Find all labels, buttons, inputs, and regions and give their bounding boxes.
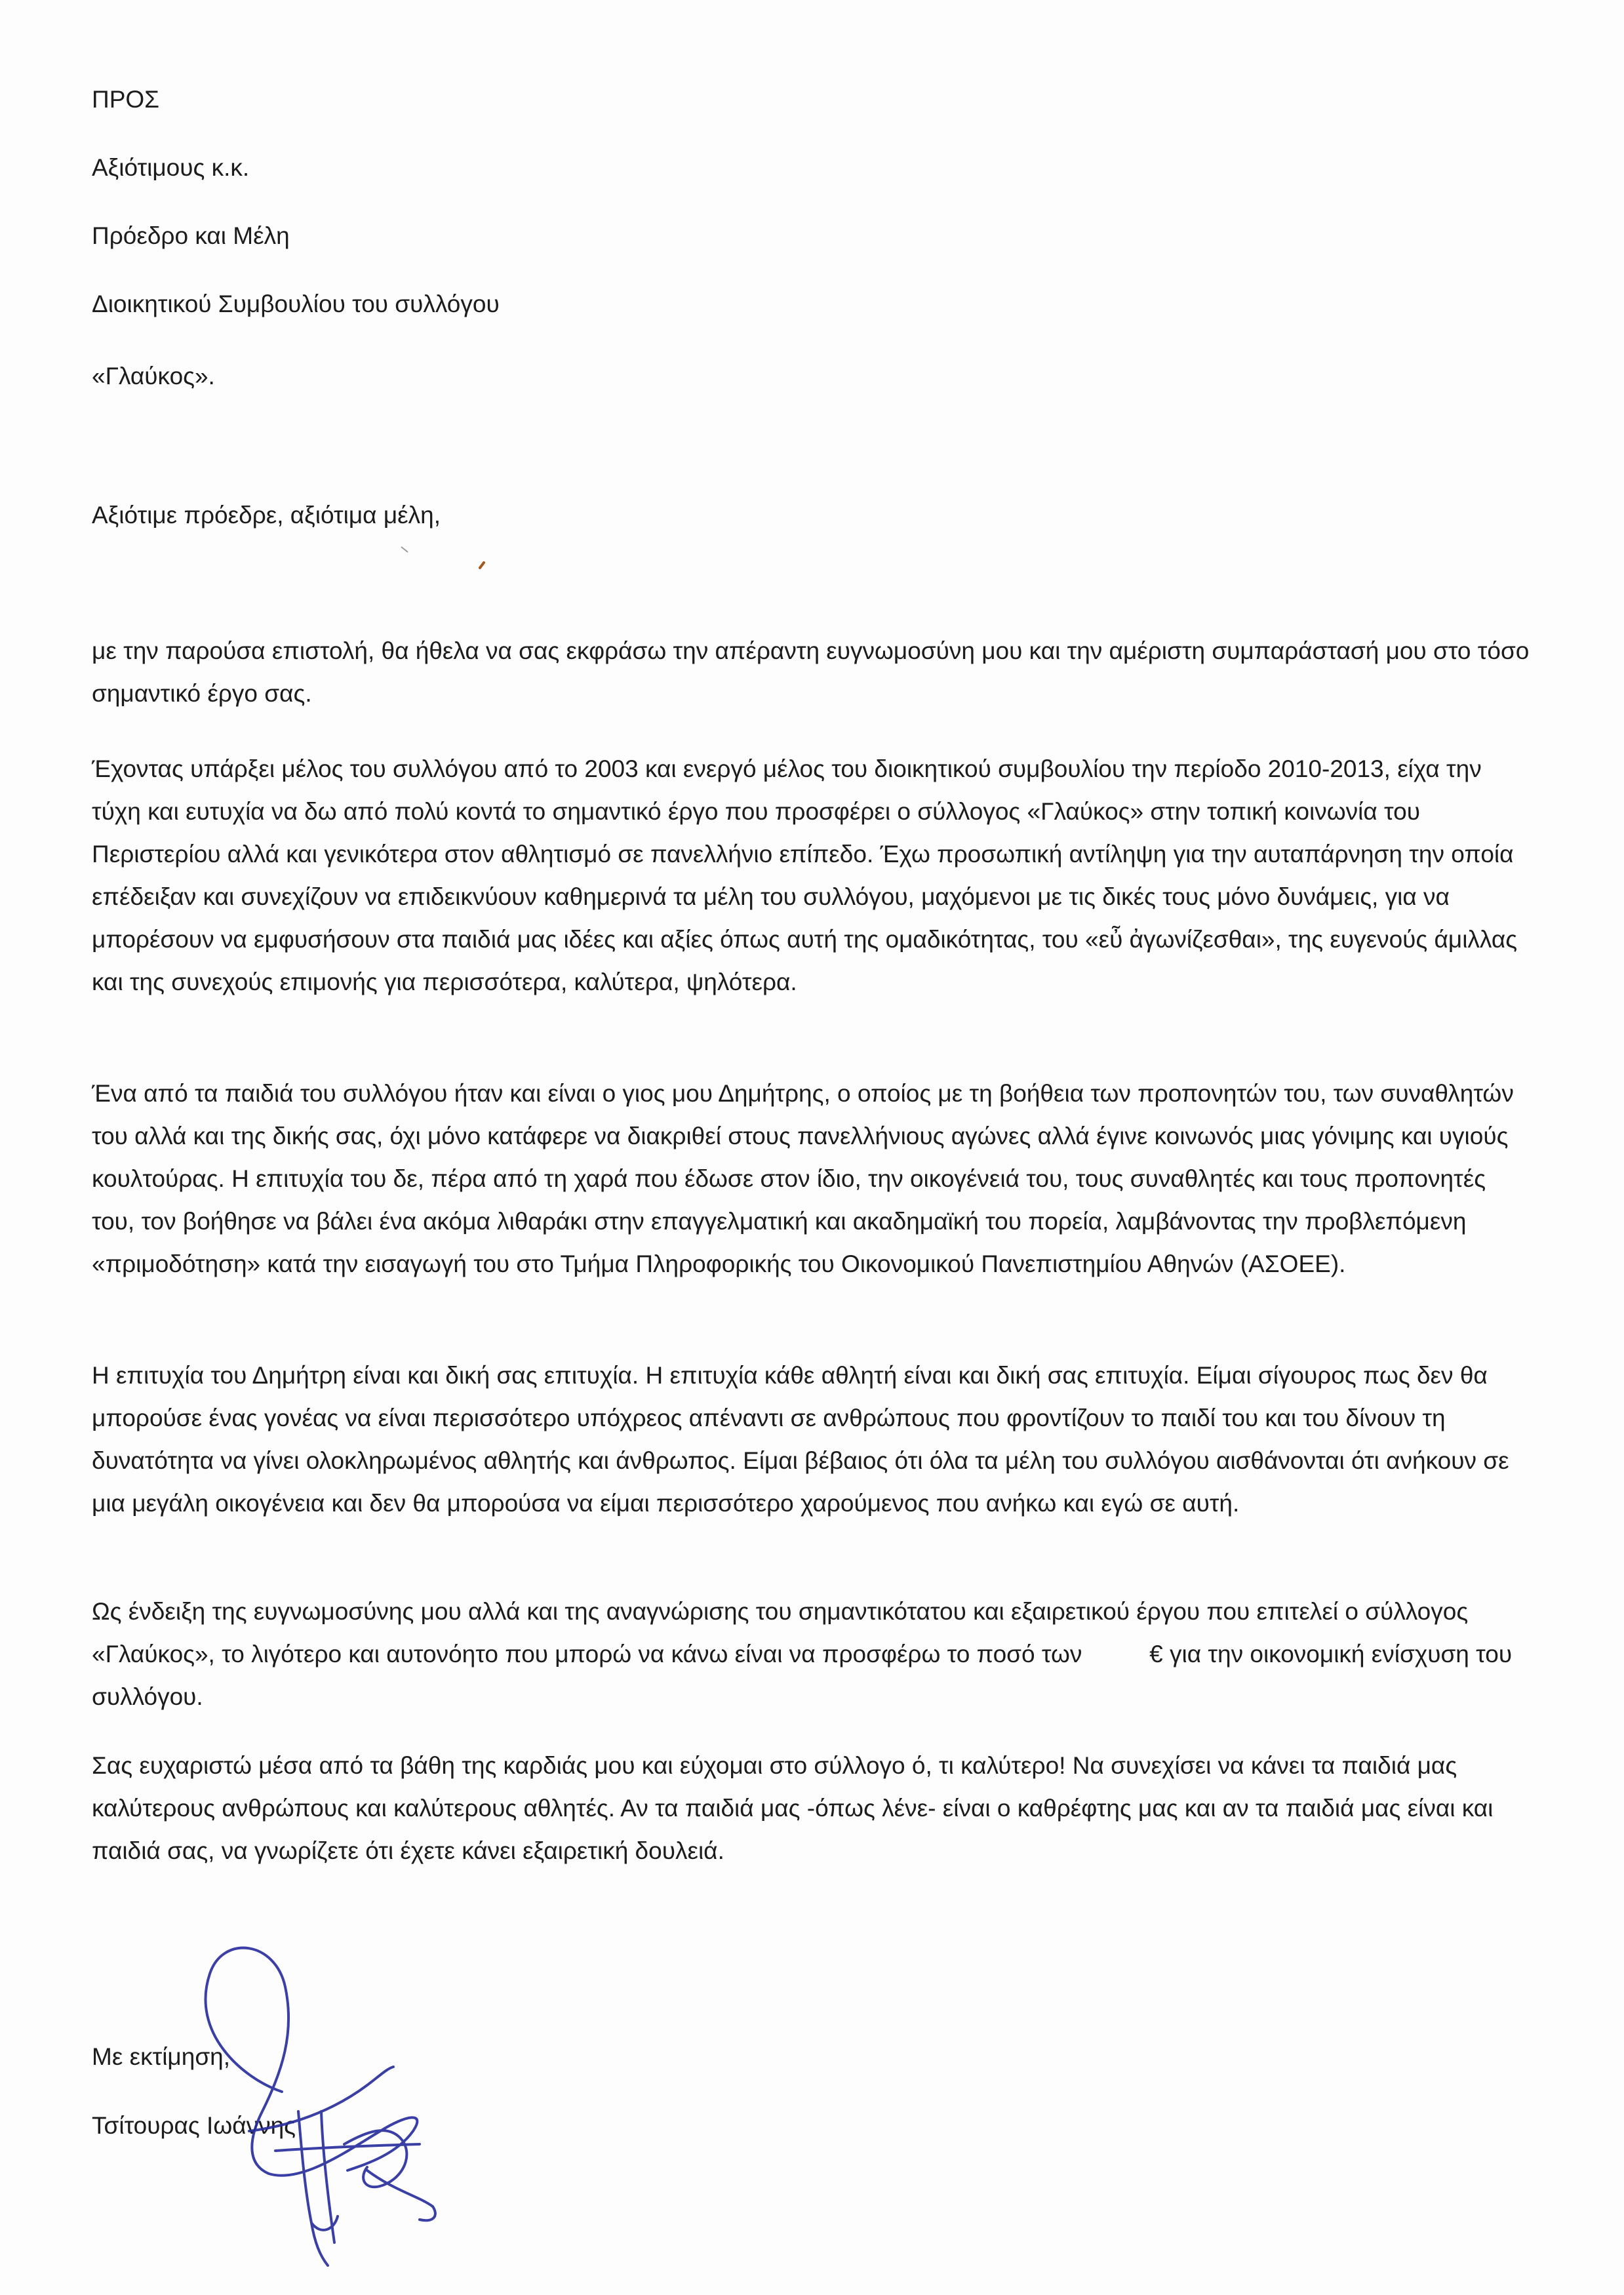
- scan-speck-mark: [400, 544, 413, 555]
- salutation: Αξιότιμε πρόεδρε, αξιότιμα μέλη,: [92, 502, 441, 529]
- recipient-line-3: Διοικητικού Συμβουλίου του συλλόγου: [92, 290, 500, 317]
- body-paragraph-2: Έχοντας υπάρξει μέλος του συλλόγου από το 2003 και ενεργό μέλος του διοικητικού συμβουλίου την περίοδο 2010-2013, είχα την τύχη και ευτυχία να δω από πολύ κοντά το σημαντικό έργο που προσφέρει ο σύλλογος «Γλαύκος» στην τοπική κοινωνία του Περιστερίου αλλά και γενικότερα στον αθλητισμό σε πανελλήνιο επίπεδο. Έχω προσωπική αντίληψη για την αυταπάρνηση την οποία επέδειξαν και συνεχίζουν να επιδεικνύουν καθημερινά τα μέλη του συλλόγου, μαχόμενοι με τις δικές τους μόνο δυνάμεις, για να μπορέσουν να εμφυσήσουν στα παιδιά μας ιδέες και αξίες όπως αυτή της ομαδικότητας, του «εὖ ἀγωνίζεσθαι», της ευγενούς άμιλλας και της συνεχούς επιμονής για περισσότερα, καλύτερα, ψηλότερα.: [92, 755, 1518, 995]
- body-paragraph-3: Ένα από τα παιδιά του συλλόγου ήταν και είναι ο γιος μου Δημήτρης, ο οποίος με τη βοήθεια των προπονητών του, των συναθλητών του αλλά και της δικής σας, όχι μόνο κατάφερε να διακριθεί στους πανελλήνιους αγώνες αλλά έγινε κοινωνός μιας γόνιμης και υγιούς κουλτούρας. Η επιτυχία του δε, πέρα από τη χαρά που έδωσε στον ίδιο, την οικογένειά του, τους συναθλητές και τους προπονητές του, τον βοήθησε να βάλει ένα ακόμα λιθαράκι στην επαγγελματική και ακαδημαϊκή του πορεία, λαμβάνοντας την προβλεπόμενη «πριμοδότηση» κατά την εισαγωγή του στο Τμήμα Πληροφορικής του Οικονομικού Πανεπιστημίου Αθηνών (ΑΣΟΕΕ).: [92, 1080, 1514, 1277]
- body-paragraph-4: Η επιτυχία του Δημήτρη είναι και δική σας επιτυχία. Η επιτυχία κάθε αθλητή είναι και δική σας επιτυχία. Είμαι σίγουρος πως δεν θα μπορούσε ένας γονέας να είναι περισσότερο υπόχρεος απέναντι σε ανθρώπους που φροντίζουν το παιδί του και του δίνουν τη δυνατότητα να γίνει ολοκληρωμένος αθλητής και άνθρωπος. Είμαι βέβαιος ότι όλα τα μέλη του συλλόγου αισθάνονται ότι ανήκουν σε μια μεγάλη οικογένεια και δεν θα μπορούσα να είμαι περισσότερο χαρούμενος που ανήκω και εγώ σε αυτή.: [92, 1362, 1509, 1517]
- recipient-line-2: Πρόεδρο και Μέλη: [92, 222, 290, 249]
- closing-line: Με εκτίμηση,: [92, 2043, 231, 2070]
- scan-speck-mark: [477, 561, 486, 570]
- recipient-line-1: Αξιότιμους κ.κ.: [92, 154, 250, 181]
- body-paragraph-5: Ως ένδειξη της ευγνωμοσύνης μου αλλά και της αναγνώρισης του σημαντικότατου και εξαιρετικού έργου που επιτελεί ο σύλλογος «Γλαύκος», το λιγότερο και αυτονόητο που μπορώ να κάνω είναι να προσφέρω το ποσό των € για την οικονομική ενίσχυση του συλλόγου.: [92, 1598, 1513, 1710]
- body-paragraph-1: με την παρούσα επιστολή, θα ήθελα να σας εκφράσω την απέραντη ευγνωμοσύνη μου και την αμέριστη συμπαράστασή μου στο τόσο σημαντικό έργο σας.: [92, 637, 1530, 707]
- recipient-line-4: «Γλαύκος».: [92, 363, 215, 389]
- signer-name: Τσίτουρας Ιωάννης: [92, 2112, 296, 2139]
- body-paragraph-6: Σας ευχαριστώ μέσα από τα βάθη της καρδιάς μου και εύχομαι στο σύλλογο ό, τι καλύτερο! Να συνεχίσει να κάνει τα παιδιά μας καλύτερους ανθρώπους και καλύτερους αθλητές. Αν τα παιδιά μας -όπως λένε- είναι ο καθρέφτης μας και αν τα παιδιά μας είναι και παιδιά σας, να γνωρίζετε ότι έχετε κάνει εξαιρετική δουλειά.: [92, 1752, 1494, 1864]
- recipient-to: ΠΡΟΣ: [92, 86, 160, 113]
- handwritten-signature: [170, 1915, 511, 2282]
